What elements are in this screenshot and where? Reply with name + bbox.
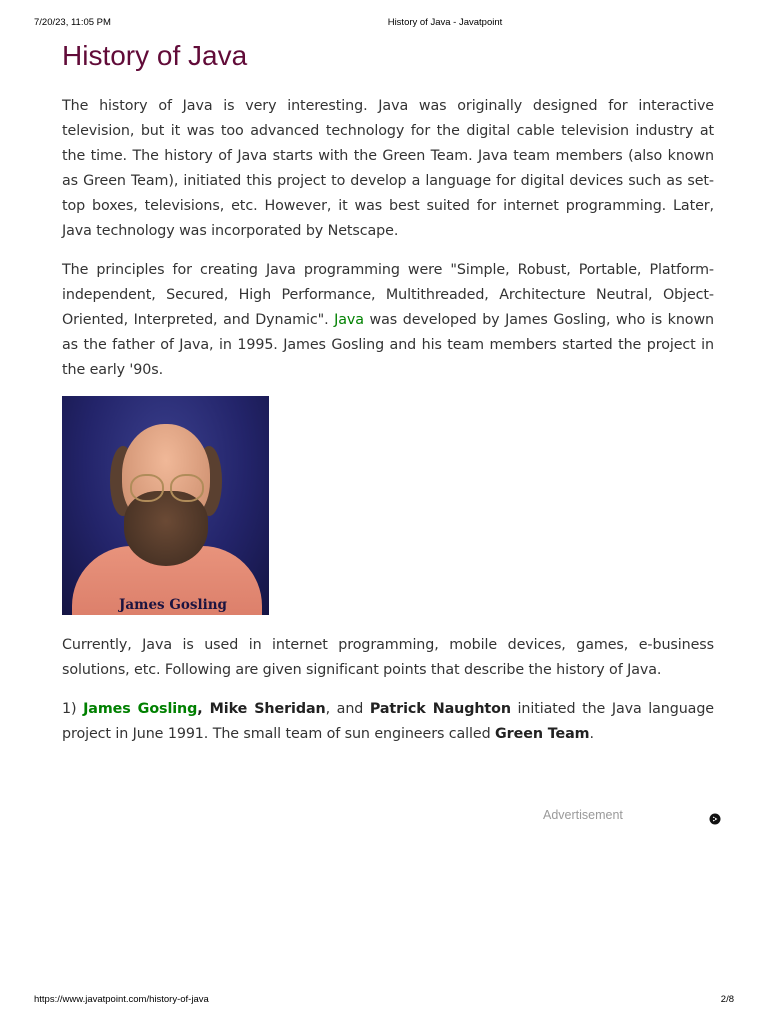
- name-james-gosling[interactable]: James Gosling: [83, 701, 198, 717]
- print-url: https://www.javatpoint.com/history-of-java: [34, 994, 209, 1005]
- photo-caption: James Gosling: [119, 597, 227, 613]
- point-number: 1): [62, 701, 84, 717]
- separator-2: , and: [325, 701, 370, 717]
- name-patrick-naughton: Patrick Naughton: [369, 701, 511, 717]
- paragraph-point-1: [62, 697, 714, 747]
- principles-text: The principles for creating Java programming were "Simple, Robust, Portable, Platform-independent, Secured, High Performance, Multithreaded, Architecture Neutral, Object-Oriented, Interpreted, and Dynamic".: [62, 262, 714, 328]
- principles-text-end: was developed by James Gosling, who is known as the father of Java, in 1995. James Gosling and his team members started the project in the early '90s.: [62, 312, 714, 378]
- paragraph-intro: The history of Java is very interesting. Java was originally designed for interactive television, but it was too advanced technology for the digital cable television industry at the time. The history of Java starts with the Green Team. Java team members (also known as Green Team), initiated this project to develop a language for digital devices such as set-top boxes, televisions, etc. However, it was best suited for internet programming. Later, Java technology was incorporated by Netscape.: [62, 98, 714, 239]
- photo-glasses-right: [170, 474, 204, 502]
- article: [62, 38, 714, 747]
- green-team-label: Green Team: [495, 726, 590, 742]
- print-datetime: 7/20/23, 11:05 PM: [34, 17, 111, 28]
- advertisement-label: Advertisement: [543, 808, 623, 822]
- adchoices-icon[interactable]: [709, 813, 721, 825]
- point-text: initiated the Java language project in June 1991. The small team of sun engineers called: [62, 701, 714, 742]
- page-title: History of Java: [62, 40, 248, 71]
- point-end: .: [589, 726, 594, 742]
- photo-glasses-left: [130, 474, 164, 502]
- separator-1: ,: [197, 701, 210, 717]
- java-link[interactable]: Java: [334, 312, 364, 328]
- photo-beard: [124, 491, 208, 566]
- print-footer: [0, 994, 768, 1008]
- james-gosling-photo: [62, 396, 269, 615]
- paragraph-current-use: Currently, Java is used in internet programming, mobile devices, games, e-business solutions, etc. Following are given significant points that describe the history of Java.: [62, 637, 714, 678]
- name-mike-sheridan: Mike Sheridan: [209, 701, 326, 717]
- print-page-number: 2/8: [720, 994, 734, 1005]
- paragraph-principles: [62, 258, 714, 383]
- print-page-title: History of Java - Javatpoint: [387, 17, 503, 28]
- print-header: [0, 17, 768, 31]
